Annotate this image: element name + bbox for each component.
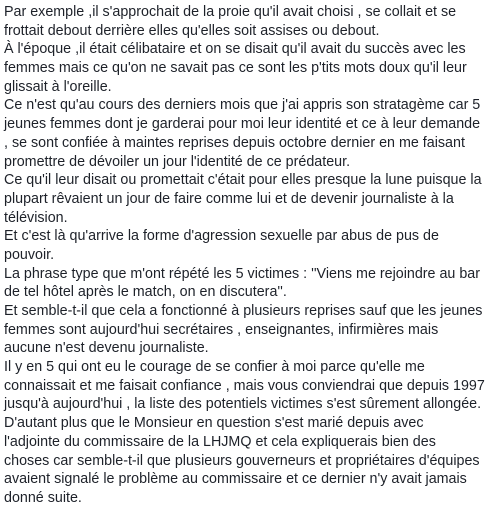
text-line: choses car semble-t-il que plusieurs gouverneurs et propriétaires d'équipes: [4, 452, 480, 469]
text-line: avaient signalé le problème au commissaire et ce dernier n'y avait jamais: [4, 471, 467, 488]
text-line: connaissait et me faisait confiance , mais vous conviendrai que depuis 1997: [4, 377, 485, 394]
text-line: télévision.: [4, 209, 68, 226]
text-line: Et c'est là qu'arrive la forme d'agression sexuelle par abus de pus de: [4, 228, 439, 245]
text-line: Et semble-t-il que cela a fonctionné à plusieurs reprises sauf que les jeunes: [4, 303, 483, 319]
text-line: glissait à l'oreille.: [4, 78, 112, 95]
text-line: Par exemple ,il s'approchait de la proie qu'il avait choisi , se collait et se: [4, 4, 457, 20]
text-line: l'adjointe du commissaire de la LHJMQ et cela expliquerais bien des: [4, 433, 436, 450]
text-line: femmes sont aujourd'hui secrétaires , enseignantes, infirmières mais: [4, 321, 439, 338]
text-line: , se sont confiée à maintes reprises depuis octobre dernier en me faisant: [4, 134, 465, 151]
text-line: À l'époque ,il était célibataire et on se disait qu'il avait du succès avec les: [4, 41, 466, 58]
text-line: Ce qu'il leur disait ou promettait c'était pour elles presque la lune puisque la: [4, 172, 482, 189]
text-line: femmes mais ce qu'on ne savait pas ce sont les p'tits mots doux qu'il leur: [4, 60, 467, 77]
text-line: jusqu'à aujourd'hui , la liste des potentiels victimes s'est sûrement allongée.: [4, 396, 482, 413]
text-line: Il y en 5 qui ont eu le courage de se confier à moi parce qu'elle me: [4, 359, 425, 376]
text-line: Ce n'est qu'au cours des derniers mois que j'ai appris son stratagème car 5: [4, 97, 481, 114]
text-line: donné suite.: [4, 489, 82, 506]
text-line: de tel hôtel après le match, on en discutera''.: [4, 284, 287, 301]
text-line: frottait debout derrière elles qu'elles soit assises ou debout.: [4, 22, 380, 39]
text-line: aucune n'est devenu journaliste.: [4, 340, 209, 357]
text-line: La phrase type que m'ont répété les 5 victimes : ''Viens me rejoindre au bar: [4, 265, 481, 282]
text-line: D'autant plus que le Monsieur en question s'est marié depuis avec: [4, 415, 424, 432]
text-line: plupart rêvaient un jour de faire comme lui et de devenir journaliste à la: [4, 190, 454, 207]
text-line: promettre de dévoiler un jour l'identité de ce prédateur.: [4, 153, 351, 170]
text-line: pouvoir.: [4, 246, 55, 263]
text-line: jeunes femmes dont je garderai pour moi leur identité et ce à leur demande: [4, 116, 481, 133]
